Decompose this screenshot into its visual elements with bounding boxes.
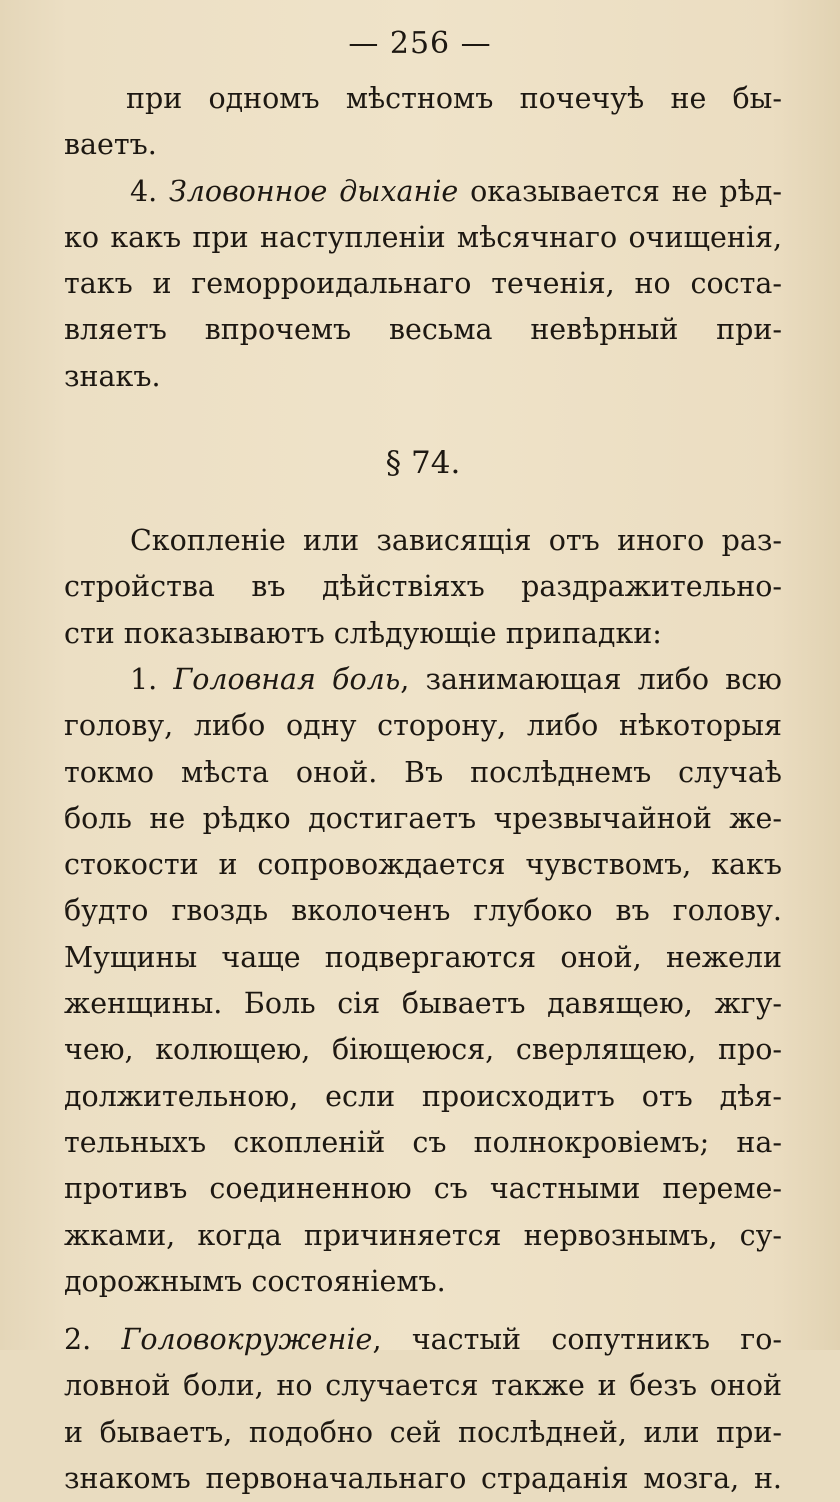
text-line: такъ и геморроидальнаго теченія, но соста- bbox=[64, 267, 782, 301]
item-term: Головная боль bbox=[173, 662, 401, 696]
text-line: должительною, если происходитъ отъ дѣя- bbox=[64, 1079, 782, 1113]
item-text: , занимающая либо всю bbox=[400, 662, 782, 696]
text-line: жками, когда причиняется нервознымъ, су- bbox=[64, 1218, 782, 1252]
item-term: Зловонное дыханіе bbox=[169, 174, 459, 208]
text-line: чею, колющею, біющеюся, сверлящею, про- bbox=[64, 1033, 782, 1067]
page-number: — 256 — bbox=[348, 26, 492, 61]
text-line: дорожнымъ состояніемъ. bbox=[64, 1264, 446, 1298]
page-body bbox=[64, 76, 782, 1502]
text-line: при одномъ мѣстномъ почечуѣ не бы- bbox=[126, 82, 782, 115]
text-line: знакъ. bbox=[64, 359, 161, 393]
text-line: сти показываютъ слѣдующіе припадки: bbox=[64, 616, 662, 650]
text-line: противъ соединенною съ частными переме- bbox=[64, 1172, 782, 1206]
item-number: 4. bbox=[130, 174, 158, 208]
text-line: голову, либо одну сторону, либо нѣкоторыя bbox=[64, 709, 782, 743]
text-line: Скопленіе или зависящія отъ иного раз- bbox=[130, 524, 782, 558]
section-heading: § 74. bbox=[385, 445, 461, 482]
text-line: знакомъ первоначальнаго страданія мозга, н. bbox=[64, 1462, 782, 1496]
text-line: ваетъ. bbox=[64, 128, 157, 162]
item-text: оказывается не рѣд- bbox=[458, 174, 782, 208]
item-4-line bbox=[64, 169, 782, 215]
text-line: женщины. Боль сія бываетъ давящею, жгу- bbox=[64, 987, 782, 1021]
item-text: , частый сопутникъ го- bbox=[372, 1323, 782, 1357]
text-line: тельныхъ скопленій съ полнокровіемъ; на- bbox=[64, 1125, 782, 1159]
item-number: 2. bbox=[64, 1323, 92, 1357]
item-term: Головокруженіе bbox=[121, 1323, 373, 1357]
item-1-line bbox=[64, 657, 782, 703]
text-line: токмо мѣста оной. Въ послѣднемъ случаѣ bbox=[64, 755, 782, 789]
item-number: 1. bbox=[130, 662, 158, 696]
text-line: стокости и сопровождается чувствомъ, какъ bbox=[64, 848, 782, 882]
text-line: ловной боли, но случается также и безъ оной bbox=[64, 1369, 782, 1403]
text-line: ко какъ при наступленіи мѣсячнаго очищенія, bbox=[64, 220, 782, 254]
text-line: Мущины чаще подвергаются оной, нежели bbox=[64, 940, 782, 974]
text-line: вляетъ впрочемъ весьма невѣрный при- bbox=[64, 313, 782, 347]
text-line: и бываетъ, подобно сей послѣдней, или при- bbox=[64, 1415, 782, 1449]
text-line: будто гвоздь вколоченъ глубоко въ голову. bbox=[64, 894, 782, 928]
text-line: боль не рѣдко достигаетъ чрезвычайной же- bbox=[64, 801, 782, 835]
text-line: стройства въ дѣйствіяхъ раздражительно- bbox=[64, 570, 782, 604]
item-2-line bbox=[64, 1317, 782, 1363]
